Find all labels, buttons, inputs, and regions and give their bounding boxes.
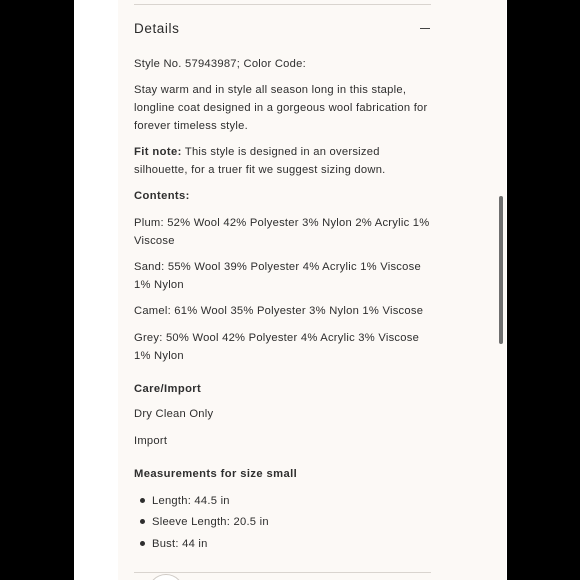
measurement-length: Length: 44.5 in bbox=[152, 495, 230, 507]
style-number: Style No. 57943987; Color Code: bbox=[134, 58, 306, 70]
section-divider-top bbox=[134, 4, 431, 5]
scrollbar-thumb[interactable] bbox=[499, 196, 503, 344]
contents-item-grey: Grey: 50% Wool 42% Polyester 4% Acrylic 3% Viscose 1% Nylon bbox=[134, 332, 420, 362]
circle-button[interactable] bbox=[148, 574, 184, 580]
measurement-sleeve-length: Sleeve Length: 20.5 in bbox=[152, 516, 269, 528]
fit-note-label: Fit note: bbox=[134, 146, 182, 158]
measurements-heading: Measurements for size small bbox=[134, 468, 298, 480]
minus-icon[interactable] bbox=[418, 21, 432, 37]
fit-note bbox=[134, 143, 430, 179]
care-item-import: Import bbox=[134, 435, 168, 447]
details-panel bbox=[118, 0, 506, 580]
contents-item-sand: Sand: 55% Wool 39% Polyester 4% Acrylic 1% Viscose 1% Nylon bbox=[134, 261, 421, 291]
section-divider-bottom bbox=[134, 572, 431, 573]
details-heading[interactable]: Details bbox=[134, 21, 180, 36]
contents-item-camel: Camel: 61% Wool 35% Polyester 3% Nylon 1% Viscose bbox=[134, 305, 424, 317]
product-page bbox=[74, 0, 507, 580]
product-description: Stay warm and in style all season long in this staple, longline coat designed in a gorgeous wool fabrication for forever timeless style. bbox=[134, 84, 428, 132]
bullet-dot bbox=[140, 498, 145, 503]
fit-note-text: This style is designed in an oversized silhouette, for a truer fit we suggest sizing down. bbox=[134, 146, 386, 176]
contents-item-plum: Plum: 52% Wool 42% Polyester 3% Nylon 2% Acrylic 1% Viscose bbox=[134, 217, 430, 247]
care-heading: Care/Import bbox=[134, 383, 202, 395]
bullet-dot bbox=[140, 541, 145, 546]
measurement-bust: Bust: 44 in bbox=[152, 538, 208, 550]
bullet-dot bbox=[140, 519, 145, 524]
care-item-dry-clean: Dry Clean Only bbox=[134, 408, 214, 420]
contents-heading: Contents: bbox=[134, 190, 190, 202]
